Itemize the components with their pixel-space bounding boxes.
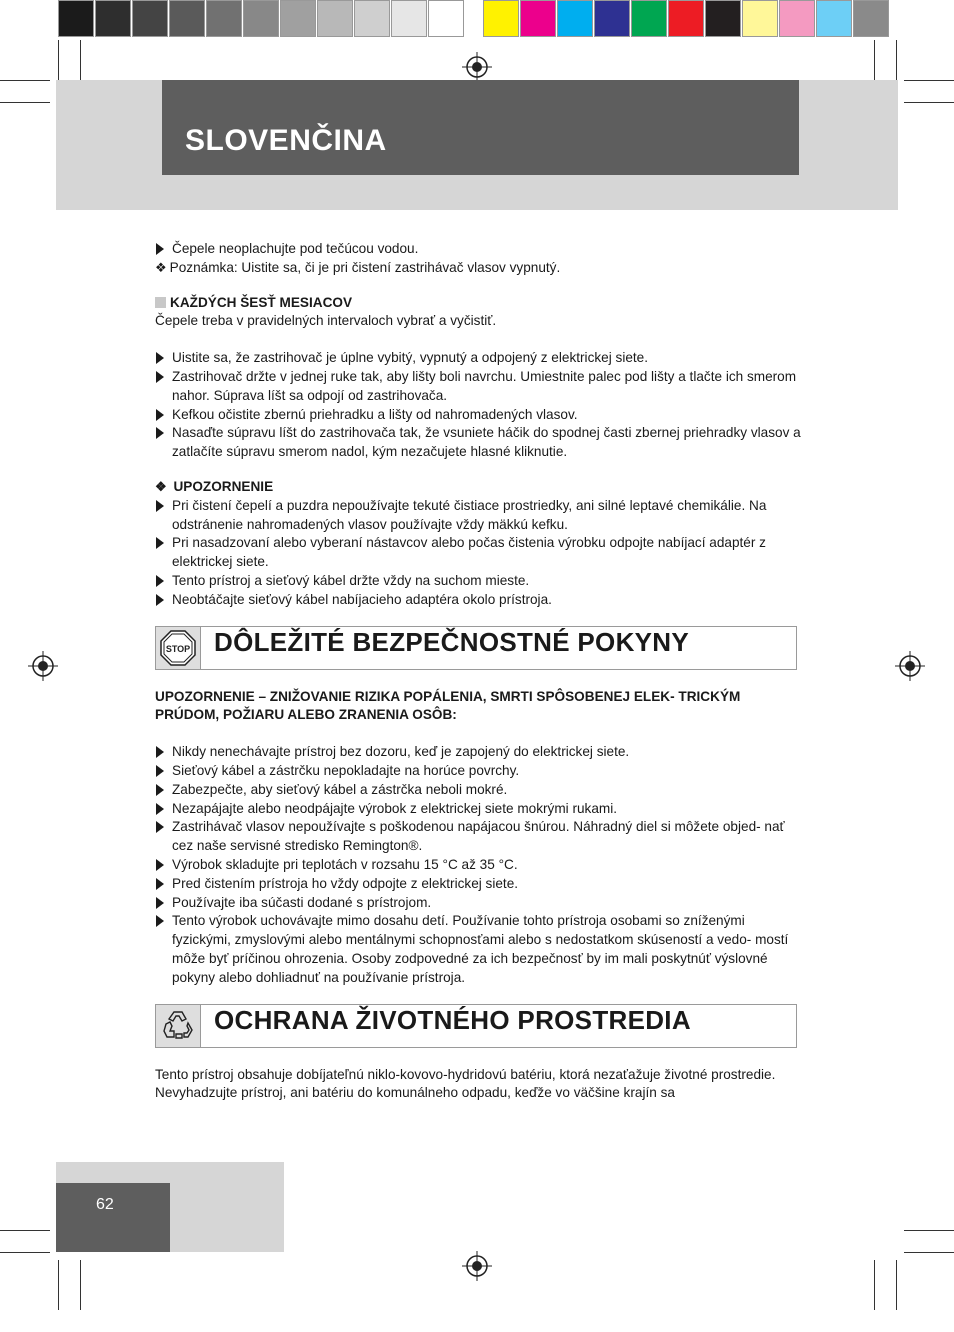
color-swatch bbox=[557, 0, 593, 37]
list-item: Zastrihávač vlasov nepoužívajte s poškodenou napájacou šnúrou. Náhradný diel si môžete objed- nať cez naše servisné stredisko Remington®. bbox=[155, 818, 805, 856]
color-swatch bbox=[280, 0, 316, 37]
color-swatch bbox=[58, 0, 94, 37]
color-calibration-bar bbox=[483, 0, 890, 38]
registration-mark-icon bbox=[895, 651, 925, 681]
color-swatch bbox=[169, 0, 205, 37]
color-swatch bbox=[853, 0, 889, 37]
list-item: Nezapájajte alebo neodpájajte výrobok z elektrickej siete mokrými rukami. bbox=[155, 800, 805, 819]
six-months-list bbox=[155, 349, 805, 462]
list-item: Tento prístroj a sieťový kábel držte vždy na suchom mieste. bbox=[155, 572, 805, 591]
registration-mark-icon bbox=[28, 651, 58, 681]
paragraph: Čepele treba v pravidelných intervaloch vybrať a vyčistiť. bbox=[155, 313, 497, 329]
color-swatch bbox=[206, 0, 242, 37]
caution-heading bbox=[155, 478, 805, 497]
crop-mark bbox=[896, 1260, 897, 1310]
color-swatch bbox=[742, 0, 778, 37]
crop-mark bbox=[904, 1230, 954, 1231]
list-item: Zastrihovač držte v jednej ruke tak, aby lišty boli navrchu. Umiestnite palec pod lišty a tlačte ich smerom nahor. Súprava líšt sa odpojí od zastrihovača. bbox=[155, 368, 805, 406]
crop-mark bbox=[0, 102, 50, 103]
safety-list bbox=[155, 743, 805, 987]
stop-icon-cell bbox=[156, 627, 201, 669]
registration-mark-icon bbox=[462, 52, 492, 82]
caution-list bbox=[155, 497, 805, 610]
crop-mark bbox=[0, 1230, 50, 1231]
stop-label: STOP bbox=[165, 643, 191, 654]
list-item: Sieťový kábel a zástrčku nepokladajte na horúce povrchy. bbox=[155, 762, 805, 781]
list-item: Nasaďte súpravu líšt do zastrihovača tak, že vsuniete háčik do spodnej časti zbernej priehradky vlasov a zatlačíte súpravu smerom nadol, kým nezačujete hlasné kliknutie. bbox=[155, 424, 805, 462]
note bbox=[155, 259, 805, 278]
color-swatch bbox=[132, 0, 168, 37]
color-swatch bbox=[816, 0, 852, 37]
safety-section-header bbox=[155, 626, 797, 670]
color-swatch bbox=[520, 0, 556, 37]
list-item: Pred čistením prístroja ho vždy odpojte z elektrickej siete. bbox=[155, 875, 805, 894]
crop-mark bbox=[58, 1260, 59, 1310]
section-heading bbox=[155, 294, 805, 313]
color-swatch bbox=[243, 0, 279, 37]
color-swatch bbox=[668, 0, 704, 37]
recycle-icon-cell bbox=[156, 1005, 201, 1047]
color-swatch bbox=[483, 0, 519, 37]
color-swatch bbox=[354, 0, 390, 37]
list-item: Kefkou očistite zbernú priehradku a lišty od nahromadených vlasov. bbox=[155, 406, 805, 425]
list-item: Výrobok skladujte pri teplotách v rozsahu 15 °C až 35 °C. bbox=[155, 856, 805, 875]
color-swatch bbox=[705, 0, 741, 37]
section-heading-text: KAŽDÝCH ŠESŤ MESIACOV bbox=[170, 294, 353, 310]
list-item: Tento výrobok uchovávajte mimo dosahu detí. Používanie tohto prístroja osobami so zníženými fyzickými, zmyslovými alebo mentálnymi schopnosťami alebo s nedostatkom skúseností a vedo- mostí môže byť príčinou ohrozenia. Osoby zodpovedné za ich bezpečnosť by im mali poskytnúť výslovné pokyny alebo dohliadnuť na používanie prístroja. bbox=[155, 912, 805, 987]
note-text: Poznámka: Uistite sa, či je pri čistení zastrihávač vlasov vypnutý. bbox=[169, 259, 561, 275]
warning-icon: ❖ bbox=[155, 259, 167, 275]
color-swatch bbox=[391, 0, 427, 37]
crop-mark bbox=[80, 1260, 81, 1310]
color-swatch bbox=[317, 0, 353, 37]
environment-title: OCHRANA ŽIVOTNÉHO PROSTREDIA bbox=[214, 1004, 691, 1035]
stop-sign-icon bbox=[160, 630, 196, 666]
list-item: Používajte iba súčasti dodané s prístrojom. bbox=[155, 894, 805, 913]
list-item: Pri nasadzovaní alebo vyberaní nástavcov alebo počas čistenia výrobku odpojte nabíjací adaptér z elektrickej siete. bbox=[155, 534, 805, 572]
crop-mark bbox=[904, 102, 954, 103]
list-item: Pri čistení čepelí a puzdra nepoužívajte tekuté čistiace prostriedky, ani silné leptavé chemikálie. Na odstránenie nahromadených vlasov používajte vždy mäkkú kefku. bbox=[155, 497, 805, 535]
color-swatch bbox=[631, 0, 667, 37]
environment-section-header bbox=[155, 1004, 797, 1048]
color-swatch bbox=[779, 0, 815, 37]
list-item: Čepele neoplachujte pod tečúcou vodou. bbox=[155, 240, 805, 259]
crop-mark bbox=[874, 1260, 875, 1310]
color-swatch bbox=[95, 0, 131, 37]
page-title: SLOVENČINA bbox=[185, 124, 387, 157]
main-content bbox=[155, 240, 805, 1103]
crop-mark bbox=[0, 80, 50, 81]
page-number: 62 bbox=[96, 1196, 114, 1213]
page-number-box bbox=[56, 1183, 170, 1252]
crop-mark bbox=[904, 1252, 954, 1253]
caution-heading-text: UPOZORNENIE bbox=[173, 478, 274, 494]
warning-icon: ❖ bbox=[155, 478, 167, 494]
safety-warning: UPOZORNENIE – ZNIŽOVANIE RIZIKA POPÁLENIA, SMRTI SPÔSOBENEJ ELEK- TRICKÝM PRÚDOM, POŽIARU ALEBO ZRANENIA OSÔB: bbox=[155, 688, 741, 723]
registration-mark-icon bbox=[462, 1251, 492, 1281]
list-item: Uistite sa, že zastrihovač je úplne vybitý, vypnutý a odpojený z elektrickej siete. bbox=[155, 349, 805, 368]
crop-mark bbox=[0, 1252, 50, 1253]
grayscale-calibration-bar bbox=[58, 0, 465, 38]
list-item: Neobtáčajte sieťový kábel nabíjacieho adaptéra okolo prístroja. bbox=[155, 591, 805, 610]
square-bullet-icon bbox=[155, 297, 166, 308]
list-item: Zabezpečte, aby sieťový kábel a zástrčka neboli mokré. bbox=[155, 781, 805, 800]
environment-text: Tento prístroj obsahuje dobíjateľnú niklo-kovovo-hydridovú batériu, ktorá nezaťažuje životné prostredie. Nevyhadzujte prístroj, ani batériu do komunálneho odpadu, keďže vo väčšine krajín sa bbox=[155, 1066, 776, 1101]
color-swatch bbox=[428, 0, 464, 37]
crop-mark bbox=[904, 80, 954, 81]
list-item: Nikdy nenechávajte prístroj bez dozoru, keď je zapojený do elektrickej siete. bbox=[155, 743, 805, 762]
safety-title: DÔLEŽITÉ BEZPEČNOSTNÉ POKYNY bbox=[214, 626, 690, 657]
color-swatch bbox=[594, 0, 630, 37]
recycle-icon bbox=[160, 1008, 196, 1044]
